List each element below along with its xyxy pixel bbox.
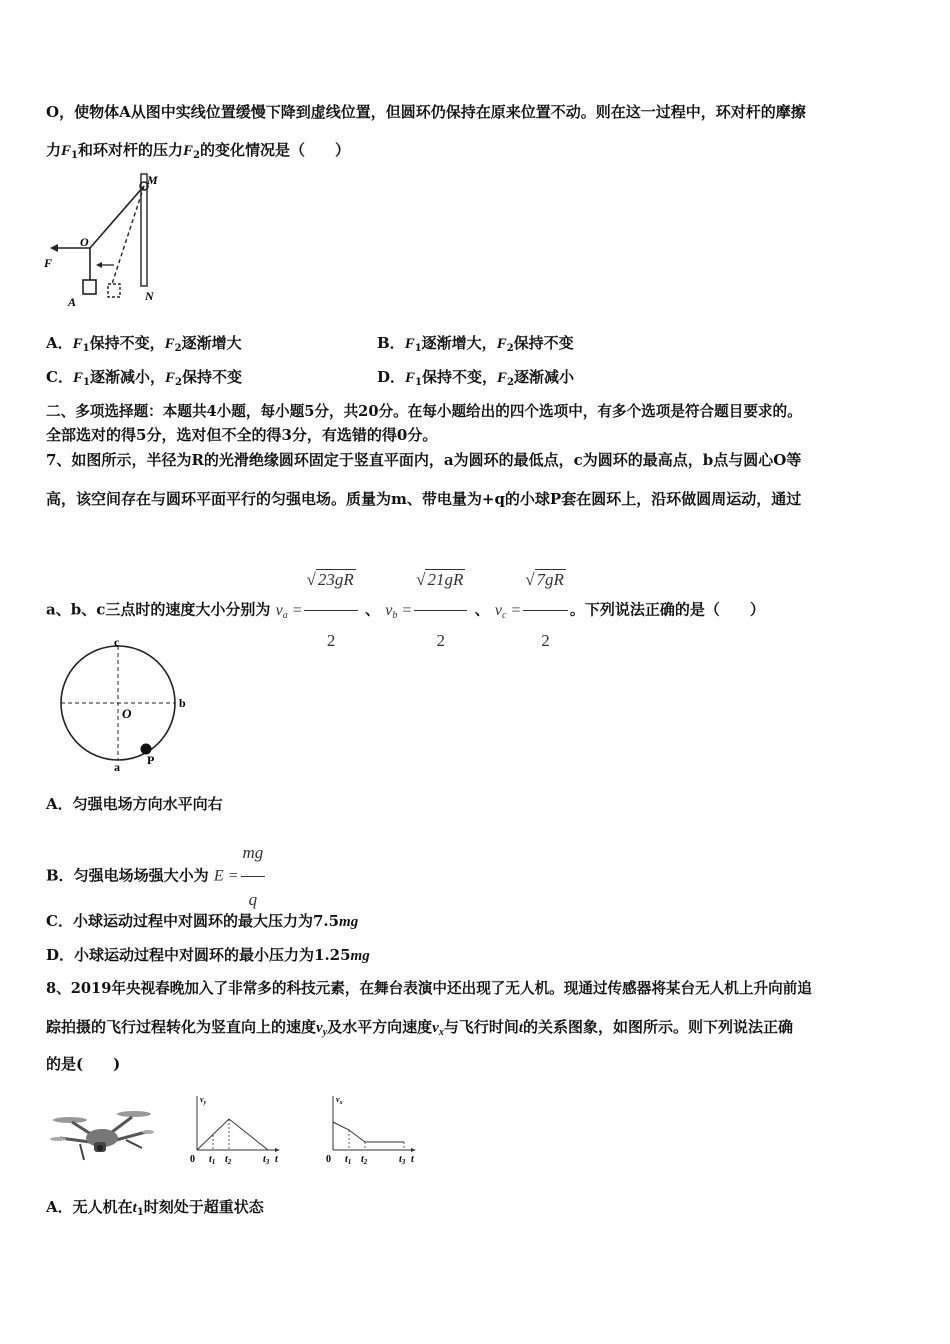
q7-line3-end: 。下列说法正确的是（ ） [569,600,765,619]
q6-stem-line2 [46,140,350,166]
g1-t2-sub: 2 [227,1158,232,1166]
q7-va-frac [304,550,357,671]
sub-1: 1 [82,343,90,354]
q7-option-d [46,945,370,966]
q8-line2 [46,1017,793,1043]
q7-label-p: P [147,753,155,767]
sym-f1: F [72,370,83,386]
q7-option-d-unit: mg [350,948,370,964]
q6-block-a [83,280,96,294]
sym-f2: F [497,370,508,386]
sub-1: 1 [415,377,422,388]
q6-stem-text2b: 和环对杆的压力 [78,141,184,159]
sym-f2: F [496,336,507,352]
q7-va-label: $v_a$ = [275,601,303,621]
q6-option-a-key: A． [46,334,73,352]
q7-label-o: O [122,706,132,721]
drone-arm-right-low [116,1132,146,1140]
g1-t3-t: t [263,1154,266,1165]
q7-option-a: A．匀强电场方向水平向右 [46,795,223,813]
sym-f1: F [61,143,72,159]
q6-stem-text1: O，使物体A从图中实线位置缓慢下降到虚线位置，但圆环仍保持在原来位置不动。则在这一过程中，环对杆的摩擦 [46,103,806,121]
q6-option-b-text2: 保持不变 [513,334,574,352]
sym-vx: v [432,1020,439,1036]
q8-line2-d: 的关系图象，如图所示。则下列说法正确 [523,1018,794,1036]
q6-label-a: A [68,295,77,309]
vc-sub: c [501,609,507,621]
sym-f1: F [404,336,415,352]
section2-line1: 二、多项选择题：本题共4小题，每小题5分，共20分。在每小题给出的四个选项中，有多个选项是符合题目要求的。 [46,403,802,420]
q6-option-b [377,333,574,359]
q6-rope-solid [90,186,144,248]
q8-drone-image [50,1108,154,1166]
g2-ylabel-sub: x [339,1100,343,1106]
sym-f2: F [164,370,175,386]
sub-2: 2 [506,343,514,354]
q7-label-c: c [114,636,120,649]
q7-vc-frac [523,550,568,671]
q6-option-a-text2: 逐渐增大 [181,334,242,352]
vb-sub: b [392,609,398,621]
q7-vc-label: $v_c$ = [494,601,522,621]
drone-prop-right-low [142,1130,154,1134]
q8-option-a-text1: A．无人机在 [46,1198,133,1216]
g2-origin: 0 [326,1154,331,1165]
q7-vc-num: √ 7gR [523,550,568,611]
q8-graph-vx [322,1092,422,1168]
sub-1: 1 [136,1207,144,1218]
g2-ylabel-v: v [336,1095,340,1104]
q7-line1 [46,450,801,470]
sym-f1: F [405,370,416,386]
g2-t3-sub: 3 [401,1158,406,1166]
q6-option-d-key: D． [377,368,406,386]
q7-vc-den: 2 [541,631,550,650]
q7-option-b-frac [241,830,266,923]
q7-line2 [46,489,801,509]
q8-line3: 的是( ) [46,1055,121,1073]
q7-option-b-text: B．匀强电场场强大小为 [46,866,209,885]
sub-y: y [322,1027,328,1038]
drone-prop-left-top [53,1117,87,1123]
sub-2: 2 [174,377,182,388]
g1-t1-sub: 1 [211,1158,216,1166]
va-v: v [275,601,283,619]
q6-option-c-text1: 逐渐减小， [89,368,165,386]
sub-1: 1 [71,150,78,161]
q7-vb-label: $v_b$ = [385,601,413,621]
g1-tx: t [275,1154,278,1165]
q7-sep1: 、 [364,600,380,619]
sub-2: 2 [193,150,200,161]
q6-small-arrow-head [96,262,102,268]
drone-lens [97,1145,103,1151]
q7-option-b [46,830,267,923]
q6-force-arrow [50,244,58,252]
q6-rod [141,174,147,286]
g1-ylabel-v: v [200,1095,204,1104]
q6-stem-line1 [46,102,806,122]
drone-prop-left-low [50,1137,66,1141]
q6-label-m: M [147,173,158,187]
q7-sep2: 、 [474,600,490,619]
q7-line3-text: a、b、c三点时的速度大小分别为 [46,600,271,619]
g1-ylabel [200,1095,207,1106]
sym-t: t [132,1200,137,1216]
g2-ylabel [336,1095,343,1106]
drone-leg-right [126,1140,142,1148]
q7-figure [52,636,202,772]
q7-vb-num: √ 21gR [414,550,467,611]
q7-label-a: a [114,760,120,772]
q7-va-num: √ 23gR [304,550,357,611]
g2-tx: t [411,1154,414,1165]
q8-option-a-text2: 时刻处于超重状态 [143,1198,264,1216]
drone-arm-right [112,1117,132,1132]
g1-t1-t: t [209,1154,212,1165]
q6-stem-text2c: 的变化情况是（ ） [200,141,351,159]
q7-vb-den: 2 [436,631,445,650]
q6-label-f: F [44,256,53,270]
q7-option-b-e: E = [213,867,239,885]
g1-t2 [225,1154,232,1166]
q6-option-a [46,333,242,359]
vb-v: v [385,601,393,619]
vc-v: v [494,601,502,619]
q6-option-c-text2: 保持不变 [181,368,242,386]
q8-option-a [46,1197,264,1223]
q7-option-c [46,911,358,932]
q6-option-c [46,367,242,393]
q6-option-c-key: C． [46,368,73,386]
sym-vy: v [316,1020,323,1036]
q6-rope-dashed [112,186,144,284]
g2-t2-t: t [361,1154,364,1165]
g1-t1 [209,1154,215,1166]
q6-option-b-text1: 逐渐增大， [421,334,497,352]
sub-1: 1 [82,377,90,388]
g2-vx-line [333,1122,404,1142]
sub-2: 2 [507,377,514,388]
sub-1: 1 [414,343,422,354]
g1-origin: 0 [190,1154,195,1165]
q7-option-d-text: D．小球运动过程中对圆环的最小压力为1.25 [46,946,351,964]
sub-x: x [438,1027,444,1038]
g2-t2 [361,1154,368,1166]
q6-option-d [377,367,574,393]
q8-graph-vy [186,1092,286,1168]
q6-figure [42,168,172,310]
q7-option-b-num: mg [241,830,266,877]
q7-vc-rad: 7gR [536,570,564,589]
q8-line1: 8、2019年央视春晚加入了非常多的科技元素，在舞台表演中还出现了无人机。现通过传感器将某台无人机上升向前追 [46,980,812,997]
q6-option-d-text2: 逐渐减小 [514,368,575,386]
g2-t1-t: t [345,1154,348,1165]
q6-label-o: O [80,235,89,249]
g1-ylabel-sub: y [203,1100,207,1106]
drone-prop-right-top [117,1111,151,1117]
g2-t3-t: t [399,1154,402,1165]
sub-2: 2 [174,343,182,354]
q7-va-den: 2 [326,631,336,650]
sym-f2: F [183,143,194,159]
q8-line2-c: 与飞行时间 [443,1018,519,1036]
q8-line2-b: 及水平方向速度 [327,1018,433,1036]
g2-x-arrow [411,1148,416,1152]
q6-option-d-text1: 保持不变， [422,368,498,386]
q6-label-n: N [145,289,154,303]
g2-t1 [345,1154,351,1166]
g1-t2-t: t [225,1154,228,1165]
g1-x-arrow [275,1148,280,1152]
g2-t3 [399,1154,406,1166]
g2-t1-sub: 1 [347,1158,352,1166]
sym-f2: F [164,336,175,352]
q7-label-b: b [179,696,186,710]
q8-line2-a: 踪拍摄的飞行过程转化为竖直向上的速度 [46,1018,317,1036]
section2-line2: 全部选对的得5分，选对但不全的得3分，有选错的得0分。 [46,426,438,444]
g1-t3 [263,1154,270,1166]
q6-stem-text2a: 力 [46,141,62,159]
va-sub: a [282,609,288,621]
g1-t3-sub: 3 [265,1158,270,1166]
q7-option-b-den: q [248,890,258,909]
sym-t: t [518,1020,524,1036]
g2-t2-sub: 2 [363,1158,368,1166]
drone-leg-left [80,1144,84,1160]
q6-option-b-key: B． [377,334,405,352]
sym-f1: F [72,336,83,352]
q7-option-c-text: C．小球运动过程中对圆环的最大压力为7.5 [46,912,340,930]
q7-option-c-unit: mg [339,914,359,930]
q7-vb-frac [414,550,467,671]
q6-block-dashed [108,284,120,297]
q7-va-rad: 23gR [317,570,354,589]
q7-vb-rad: 21gR [427,570,464,589]
q6-option-a-text1: 保持不变， [89,334,165,352]
q7-line2-text: 高，该空间存在与圆环平面平行的匀强电场。质量为m、带电量为+q的小球P套在圆环上，沿环做圆周运动，通过 [46,490,802,508]
g1-vy-line [197,1119,268,1150]
q7-line1-text: 7、如图所示，半径为R的光滑绝缘圆环固定于竖直平面内，a为圆环的最低点，c为圆环的最高点，b点与圆心O等 [46,451,802,469]
